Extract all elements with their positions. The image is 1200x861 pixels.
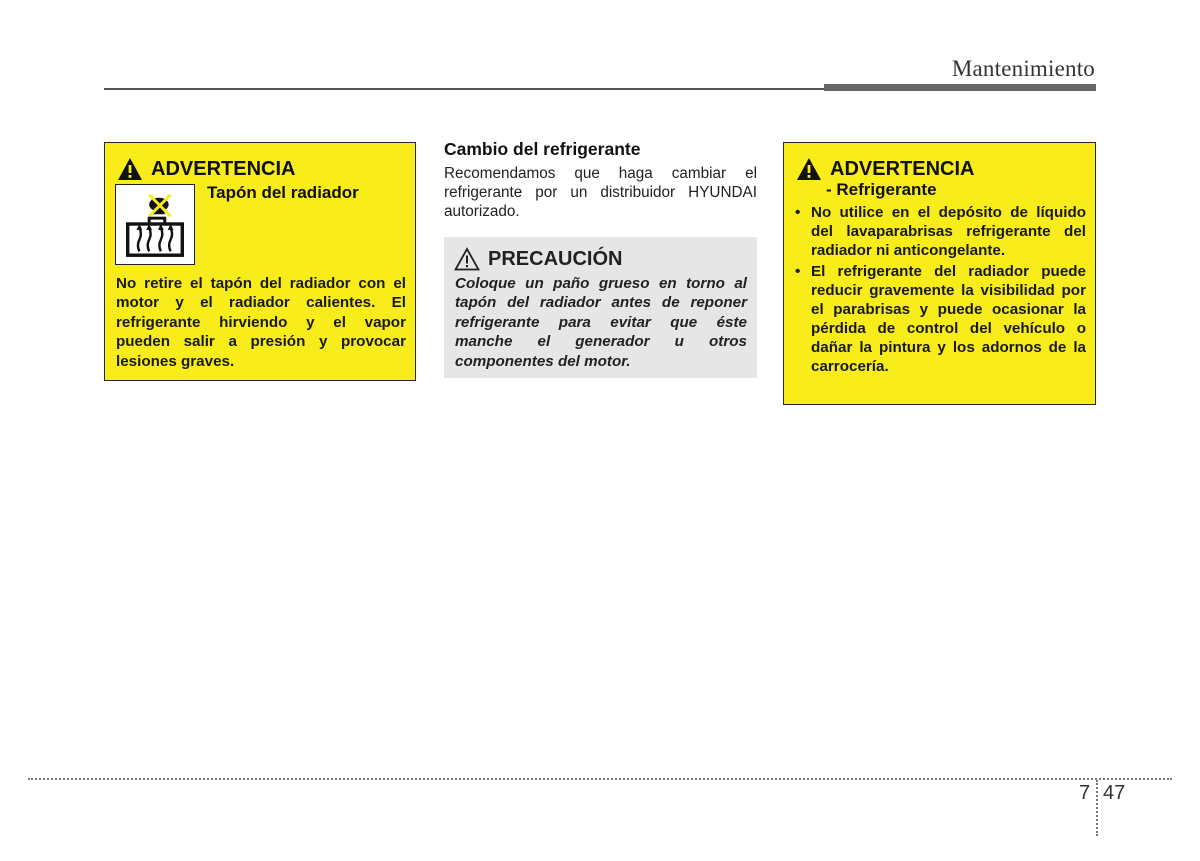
header-title: Mantenimiento [951, 56, 1095, 81]
warning-box-radiator-cap [104, 142, 416, 381]
header-rule-accent [824, 84, 1096, 91]
warning-triangle-icon [796, 157, 822, 181]
warning-subtitle: - Refrigerante [826, 180, 937, 199]
page-number: 47 [1103, 782, 1126, 804]
warning-list [794, 203, 1086, 378]
section-heading: Cambio del refrigerante [444, 139, 641, 159]
list-item: • No utilice en el depósito de líquido del lavaparabrisas refrigerante del radiador ni anticongelante. [794, 203, 1086, 260]
warning-heading [796, 157, 974, 181]
radiator-cap-hot-icon [115, 184, 195, 265]
warning-body: No retire el tapón del radiador con el motor y el radiador calientes. El refrigerante hirviendo y el vapor pueden salir a presión y provocar lesiones graves. [116, 275, 406, 370]
caution-box [444, 237, 757, 378]
caution-heading [454, 247, 622, 271]
footer-rule [28, 778, 1172, 780]
warning-triangle-icon [117, 157, 143, 181]
caution-body: Coloque un paño grueso en torno al tapón del radiador antes de reponer refrigerante para evitar que éste manche el generador u otros componentes del motor. [455, 275, 747, 370]
list-item: • El refrigerante del radiador puede reducir gravemente la visibilidad por el parabrisas y puede ocasionar la pérdida de control del vehículo o dañar la pintura y los adornos de la carrocería. [794, 262, 1086, 376]
warning-box-coolant [783, 142, 1096, 405]
warning-heading-text: ADVERTENCIA [830, 157, 975, 180]
footer-divider [1096, 780, 1098, 836]
caution-heading-text: PRECAUCIÓN [488, 247, 623, 270]
warning-heading-text: ADVERTENCIA [151, 157, 296, 180]
section-body: Recomendamos que haga cambiar el refrigerante por un distribuidor HYUNDAI autorizado. [444, 165, 757, 221]
warning-heading [117, 157, 295, 181]
caution-triangle-icon [454, 247, 480, 271]
header-rule [104, 88, 824, 90]
warning-subtitle: Tapón del radiador [207, 183, 359, 202]
chapter-number: 7 [1079, 782, 1091, 804]
